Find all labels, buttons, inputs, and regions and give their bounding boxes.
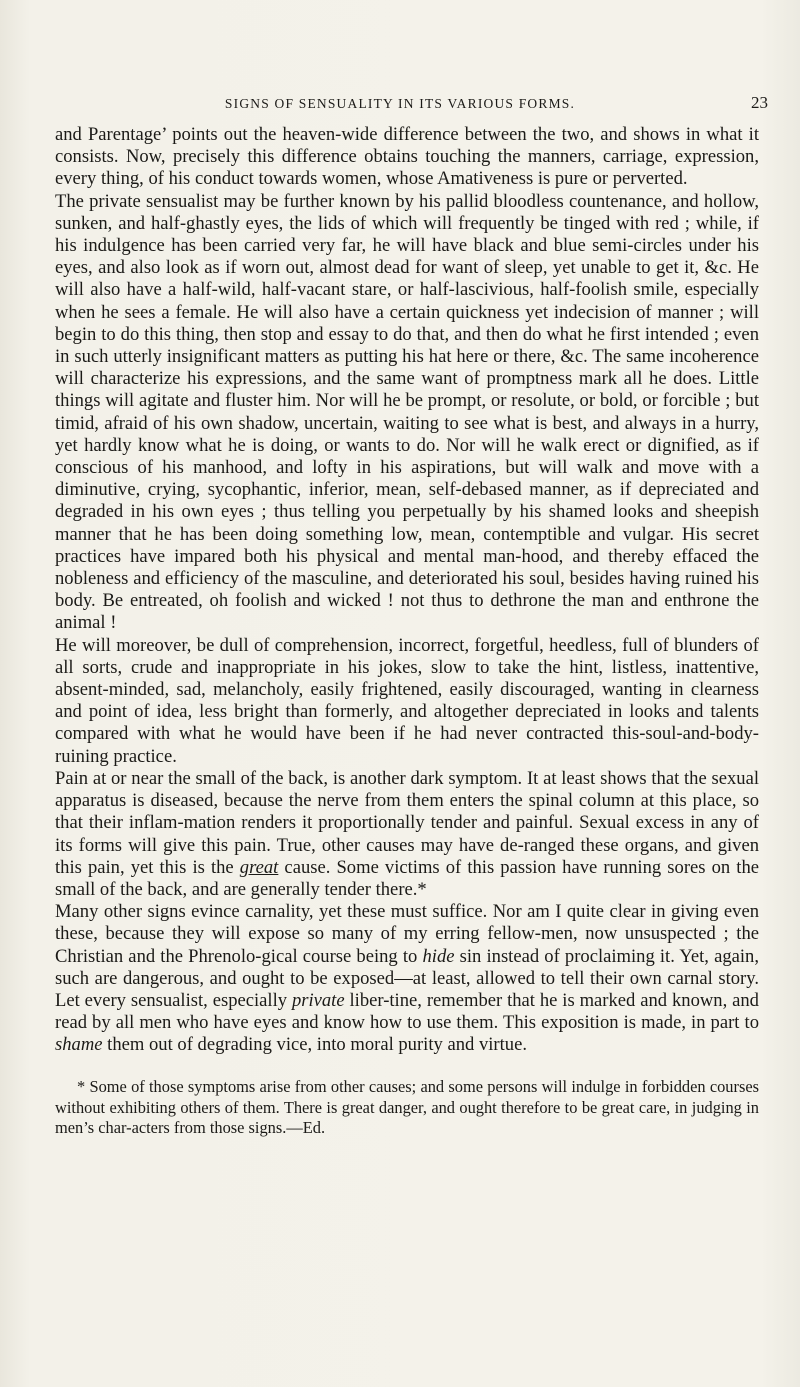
paragraph-1 [55, 124, 759, 191]
text-segment: liber-tine, remember that he is marked and known, and read by all men who have eyes and know how to use them. This exposition is made, in part to [55, 989, 759, 1034]
paragraph-5 [55, 901, 759, 1056]
text-segment: and Parentage’ points out the heaven-wide difference between the two, and shows in what it consists. Now, precisely this difference obtains touching the manners, carriage, expression, every thing, of his conduct towards women, whose Amativeness is pure or perverted. [55, 124, 759, 190]
text-segment: them out of degrading vice, into moral purity and virtue. [102, 1034, 527, 1056]
page-number: 23 [751, 93, 768, 112]
text-segment: Many other signs evince carnality, yet these must suffice. Nor am I quite clear in giving even these, because they will expose so many of my erring fellow-men, now unsuspected ; the Christian and the Phrenolo-gical course being to [55, 901, 759, 967]
text-segment: sin instead of proclaiming it. Yet, again, such are dangerous, and ought to be exposed—at least, allowed to tell their own carnal story. Let every sensualist, especially [55, 945, 760, 1011]
emphasis-private: private [291, 989, 345, 1011]
running-title: SIGNS OF SENSUALITY IN ITS VARIOUS FORMS. [224, 96, 576, 111]
emphasis-great: great [239, 856, 279, 878]
text-segment: Pain at or near the small of the back, is another dark symptom. It at least shows that the sexual apparatus is diseased, because the nerve from them enters the spinal column at this place, so that their inflam-mation renders it proportionally tender and painful. Sexual excess in any of its forms will give this pain. True, other causes may have de-ranged these organs, and given this pain, yet this is the [55, 767, 759, 878]
text-segment: The private sensualist may be further known by his pallid bloodless countenance, and hollow, sunken, and half-ghastly eyes, the lids of which will frequently be tinged with red ; while, if his indulgence has been carried very far, he will have black and blue semi-circles under his eyes, and also look as if worn out, almost dead for want of sleep, yet unable to get it, &c. He will also have a half-wild, half-vacant stare, or half-lascivious, half-foolish smile, especially when he sees a female. He will also have a certain quickness yet indecision of manner ; will begin to do this thing, then stop and essay to do that, and then do what he first intended ; even in such utterly insignificant matters as putting his hat here or there, &c. The same incoherence will characterize his expressions, and the same want of promptness mark all he does. Little things will agitate and fluster him. Nor will he be prompt, or resolute, or bold, or forcible ; but timid, afraid of his own shadow, uncertain, waiting to see what is best, and always in a hurry, yet hardly know what he is doing, or wants to do. Nor will he walk erect or dignified, as if conscious of his manhood, and lofty in his aspirations, but will walk and move with a diminutive, crying, sycophantic, inferior, mean, self-debased manner, as if depreciated and degraded in his own eyes ; thus telling you perpetually by his shamed looks and sheepish manner that he has been doing something low, mean, contemptible and vulgar. His secret practices have impared both his physical and mental man-hood, and thereby effaced the nobleness and efficiency of the masculine, and deteriorated his soul, besides having ruined his body. Be entreated, oh foolish and wicked ! not thus to dethrone the man and enthrone the animal ! [55, 190, 759, 634]
body-text [55, 124, 759, 1057]
paragraph-2 [55, 191, 759, 635]
paragraph-4 [55, 768, 759, 901]
text-segment: He will moreover, be dull of comprehension, incorrect, forgetful, heedless, full of blunders of all sorts, crude and inappropriate in his jokes, slow to take the hint, listless, inattentive, absent-minded, sad, melancholy, easily frightened, easily discouraged, wanting in clearness and point of idea, less bright than formerly, and altogether depreciated in looks and talents compared with what he would have been if he had never contracted this-soul-and-body-ruining practice. [55, 634, 759, 767]
emphasis-shame: shame [55, 1034, 103, 1056]
paragraph-3 [55, 635, 759, 768]
text-segment: cause. Some victims of this passion have running sores on the small of the back, and are generally tender there.* [55, 856, 759, 900]
footnote-text: * Some of those symptoms arise from other causes; and some persons will indulge in forbidden courses without exhibiting others of them. There is great danger, and ought therefore to be great care, in judging in men’s char-acters from those signs.—Ed. [55, 1077, 759, 1137]
emphasis-hide: hide [422, 945, 455, 967]
footnote [55, 1077, 759, 1139]
